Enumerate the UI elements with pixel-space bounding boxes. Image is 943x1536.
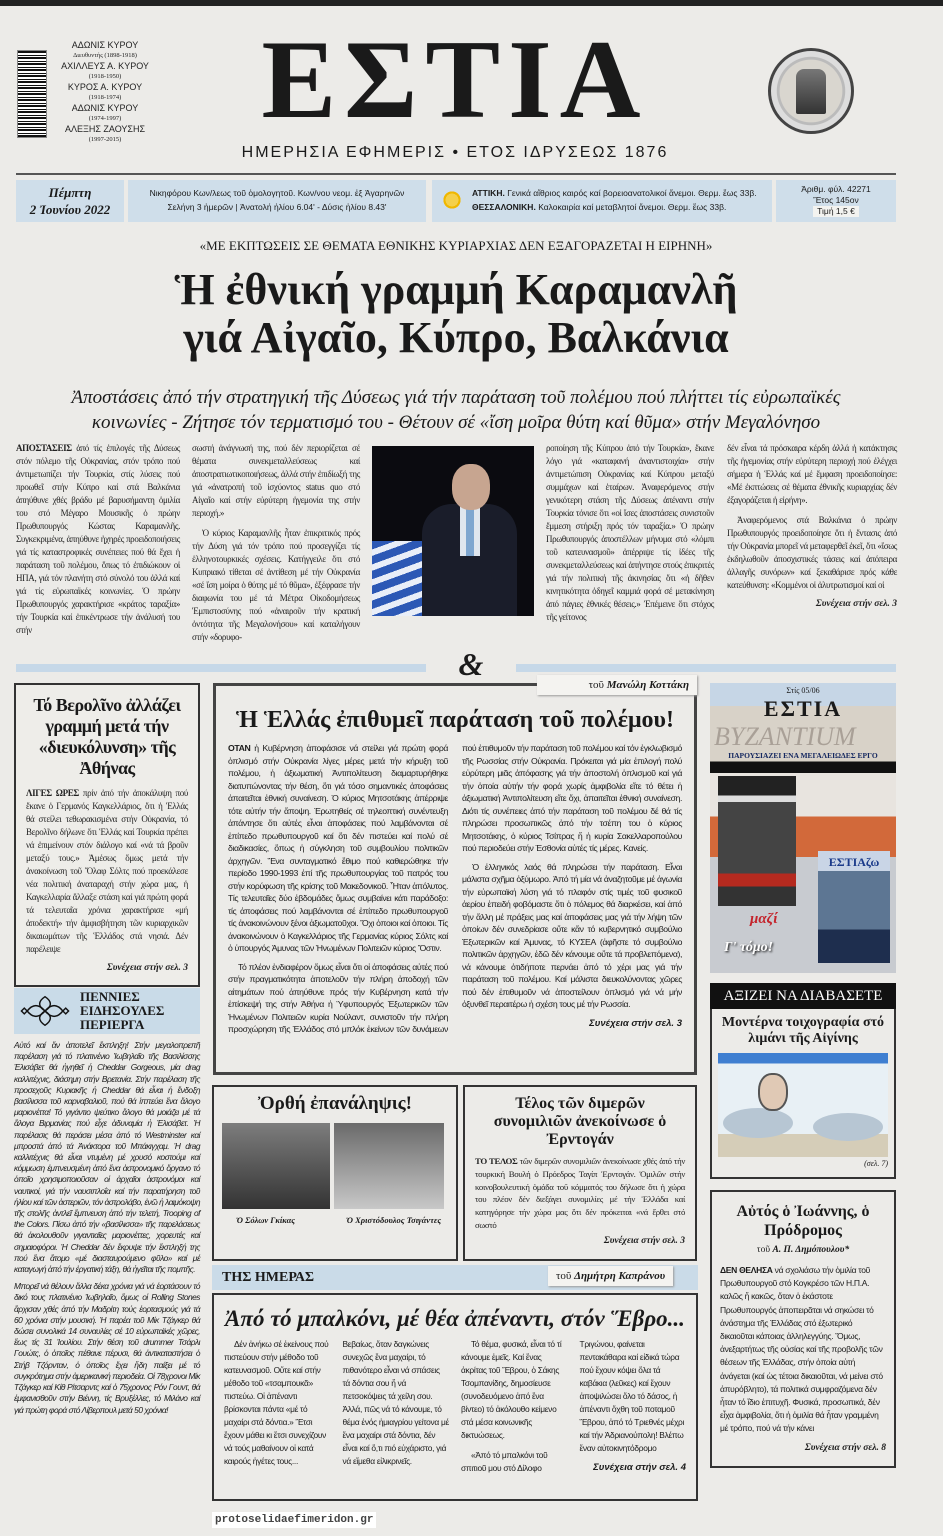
article-title: Αὐτός ὁ Ἰωάννης, ὁ Πρόδρομος — [736, 1203, 870, 1239]
lead-word: ΛΙΓΕΣ ΩΡΕΣ — [26, 788, 79, 798]
ad-together: μαζί — [750, 911, 778, 927]
mural-face — [758, 1073, 788, 1111]
byline — [548, 1266, 673, 1286]
pennies-header — [14, 988, 200, 1034]
article-body — [228, 742, 682, 1036]
headline-line: γιά Αἰγαῖο, Κύπρο, Βαλκάνια — [183, 313, 729, 362]
continued-link[interactable]: Συνέχεια στήν σελ. 8 — [804, 1442, 886, 1453]
article-body — [720, 1264, 886, 1436]
lead-column-4 — [727, 442, 897, 611]
weather-text: Καλοκαιρία καί μεταβλητοί ἄνεμοι. Θερμ. ἕως 33β. — [538, 202, 727, 212]
author: Α. Π. Δημόπουλου* — [772, 1245, 850, 1255]
issue-number: Ἀριθμ. φύλ. 42271 — [801, 184, 871, 194]
lead-column-2 — [192, 442, 360, 644]
article-body — [224, 1338, 686, 1475]
headline-line: Ἡ ἐθνική γραμμή Καραμανλῆ — [174, 265, 738, 314]
byline — [537, 675, 697, 695]
article-text: Ὁ ἑλληνικός λαός θά πληρώσει τήν παράταση. Εἶναι μάλιστα σχῆμα ὀξύμωρο. Ἀπό τή μία νά ἀναζητοῦμε μέ ἀγωνία τήν εὐρωπαϊκή λύση γιά τό πλαφόν στίς τιμές τοῦ φυσικοῦ ἀερίου ἐπειδή φοβόμαστε ὅτι ὁ πόλεμος θά διαρκέσει, καί ἀπό τήν ἄλλη μέ πράξεις μας καί ἀποφάσεις μας γιά τήν λήψη τῶν ὁποίων δέν συνεδρίασε οὔτε κἄν τό κυβερνητικό συμβούλιο Ἐξωτερικῶν καί Ἀμυνας, τό ΚΥΣΕΑ (ἀφῆστε τό συμβούλιο πολιτικῶν ἀρχηγῶν, ἐδῶ δέν κάνουμε οὔτε τά προβλεπόμενα), νά κάνουμε ὁτιδήποτε περνάει ἀπό τό χέρι μας γιά τήν παράταση τοῦ πολέμου. Καί μάλιστα διευκολύνοντας χῶρες πού δέν ἐπιθυμοῦν νά ἀποστείλουν ὁπλισμό γιά νά μήν ὀξυνθεῖ περαιτέρω ἡ σχέση τους μέ τήν Ρωσσία. — [462, 861, 682, 1009]
karamanlis-photo — [372, 446, 534, 616]
news-item: Αὐτό καί ἄν ἀποτελεῖ ἔκπληξη! Στήν μεγαλοπρεπῆ παρέλαση γιά τό πλατινένιο Ἰωβηλαῖο τῆς Βασιλίσσης Ἐλισάβετ θά ἡγηθεῖ ἡ Cheddar Gorgeous, μία drag καλλιτέχνις, διάσημη στήν Βρετανία. Στήν παρέλαση τῆς προσεχοῦς Κυριακῆς ἡ Cheddar θά εἶναι ἡ ἔνδοξη βασίλισσα τοῦ καρναβαλιοῦ, πού θά ἱππεύει ἕνα ἄλογο μαριονέττα! Τό γιγάντιο ψεύτικο ἄλογο θά μοιάζει μέ τά ἄλογα Βιρμανίας πού εἶχε ἀδυναμία ἡ Ἐλισάβετ. Ἡ παρέλασις θά περάσει μέσα ἀπό τό Westminster καί μπροστά ἀπό τά Ἀνάκτορα τοῦ Μπάκιγχαμ. Ἡ drag καλλιτέχνις θά εἶναι ντυμένη μέ χρυσό κοστούμι καί κόμμωση ἐμπνευσμένη ἀπό ἕνα ἀστρονομικό ὄργανο τό ὁποῖο χρησιμοποιοῦσαν οἱ ἀρχαῖοι ἀστρονόμοι καί ναυτικοί, γιά τήν ναυσιπλοΐα καί τήν παρατήρηση τοῦ ἡλίου καί τῶν ἀστεριῶν, τόν ἀστρολάβο, ἐνῶ ἡ λαιμόκοψη τῆς στολῆς ἀντλεῖ ἔμπνευση ἀπό τήν τελετή, Trooping of the Colors. Πίσω ἀπό τήν «βασίλισσα» τῆς παρελάσεως θά ἀκολουθοῦν γιγαντιαῖες μαριονέττες, χορευτές καί σημαιοφόροι. Ἡ Cheddar δέν ἔκρυψε τήν ἔκπληξή της πού ἕνα ἄτομο «μέ διασταυρούμενο φῦλο» καί μέ καταγωγή ἀπό τήν ἐργατική τάξη, θά ἡγεῖται τῆς πομπῆς. — [14, 1040, 200, 1275]
lead-deck — [16, 385, 896, 435]
top-border — [0, 0, 943, 6]
lead-word: ΟΤΑΝ — [228, 743, 251, 753]
book-cover — [718, 776, 796, 906]
imeras-article — [212, 1293, 698, 1501]
section-title: ΤΗΣ ΗΜΕΡΑΣ — [222, 1270, 315, 1285]
divider-bar — [516, 664, 896, 672]
book-logo: ΕΣΤΙΑζω — [828, 855, 880, 869]
weather-region: ΑΤΤΙΚΗ. — [472, 188, 505, 198]
sun-times: Σελήνη 3 ἡμερῶν | Ἀνατολή ἡλίου 6.04' - Δύσις ἡλίου 8.43' — [167, 202, 387, 212]
article-text: νά σχολιάσω τήν ὁμιλία τοῦ Πρωθυπουργοῦ στό Κογκρέσο τῶν Η.Π.Α. καλῶς ἤ κακῶς, ὅταν ὁ ἑκάστοτε Πρωθυπουργός ἀποπειρᾶται νά σηκώσει τό ἀνάστημα τῆς Ἑλλάδας στό ἐξωτερικό δικαιοῦται κάποιας ἀλληλεγγύης. Ὅμως, ἀνεξαρτήτως τῆς οὐσίας καί τῆς προβολῆς τῶν θέσεων τῆς Ἑλλάδας, στήν ὁποία αὐτή ἀνάγεται (καί ὡς τέτοια δικαιοῦται, νά μείνει στό ἀπυρόβλητο), τά πολιτικά συμφραζόμενα δέν ἦταν τό ἴδιο ἐπιτυχῆ. Φυσικά, προσωπικά, δέν εἶχα ἀμφιβολία, ὅτι ἡ ὁμιλία θά ἦταν γραμμένη μέ τρόπο, πού νά τήν κάνει — [720, 1265, 883, 1434]
credit-years: Διευθυντής (1898-1918) — [73, 51, 137, 59]
credit-name: ΑΔΩΝΙΣ ΚΥΡΟΥ — [71, 103, 139, 113]
portrait-photo — [222, 1123, 330, 1209]
author: Μανώλη Κοττάκη — [606, 679, 689, 691]
article-title: Ὀρθή ἐπανάληψις! — [258, 1093, 412, 1114]
seal-figure-icon — [796, 69, 826, 114]
lead-headline — [16, 266, 896, 362]
deck-line: κοινωνίες - Ζήτησε τόν τερματισμό του - Θέτουν σέ «ἴση μοῖρα θύτη καί θῦμα» στήν Μεγαλόνησο — [91, 412, 821, 433]
ioannis-article — [710, 1190, 896, 1468]
article-text: Τό θέμα, φυσικά, εἶναι τό τί κάνουμε ἐμεῖς. Καί ἕνας ἀκρίτας τοῦ Ἕβρου, ὁ Σάκης Τσομπανίδης, δημοσίευσε (συνοδευόμενο ἀπό ἕνα βίντεο) τό ἀκόλουθο κείμενο στά μέσα κοινωνικῆς δικτυώσεως. — [461, 1339, 562, 1440]
divider-bar — [16, 664, 426, 672]
credit-name: ΑΔΩΝΙΣ ΚΥΡΟΥ — [71, 40, 139, 50]
article-title: Τό Βερολῖνο ἀλλάζει γραμμή μετά τήν «διευκόλυνση» τῆς Ἀθήνας — [33, 695, 181, 778]
article-text: Ὁ κύριος Καραμανλῆς ἦταν ἐπικριτικός πρός τήν Δύση γιά τόν τρόπο πού προσεγγίζει τίς ἑλληνοτουρκικές σχέσεις. Κατήγγειλε ὅτι στό Κυπριακό τίθεται σέ ἀντίθεση μέ τήν Οὐκρανία «σέ ἴση μοίρα ὁ θύτης μέ τό θῦμα», ἐξέφρασε τήν διαφωνία του μέ τά Μέτρα Οἰκοδομήσεως Ἐμπιστοσύνης πού «ἀναιροῦν τήν κρατική ὀντότητα τῆς Μεγαλονήσου» καί καταλήγουν στήν «δορυφο- — [192, 528, 360, 642]
section-title-line: ΠΕΡΙΕΡΓΑ — [80, 1017, 145, 1032]
article-title: Ἀπό τό μπαλκόνι, μέ θέα ἀπέναντι, στόν Ἕβρο... — [225, 1306, 685, 1331]
portrait-photo — [334, 1123, 444, 1209]
weather-region: ΘΕΣΣΑΛΟΝΙΚΗ. — [472, 202, 536, 212]
date-box — [16, 180, 124, 222]
article-title: Ἡ Ἑλλάς ἐπιθυμεῖ παράταση τοῦ πολέμου! — [235, 707, 675, 733]
pennies-column — [14, 1040, 200, 1422]
author: Δημήτρη Καπράνου — [574, 1270, 666, 1282]
photo-caption: Ὁ Χριστόδουλος Τσιγάντες — [346, 1215, 442, 1225]
ad-bg-word: BYZANTIUM — [714, 722, 856, 751]
byline — [720, 1244, 886, 1256]
article-text: ἡ Κυβέρνηση ἀποφάσισε νά στείλει γιά πρώτη φορά ὁπλισμό στήν Οὐκρανία λίγες μέρες μετά τήν κήρυξη τοῦ πολέμου, ἡ ἀξιωματική Ἀντιπολίτευση διαμαρτυρήθηκε διατυπώνοντας τήν θέση, ὅτι γιά τόσο σημαντικές ἀποφάσεις ἀπαιτεῖται ἐθνική συναίνεση. Ὁ κύριος Μητσοτάκης ἀπέρριψε τότε αὐτήν τήν ἄποψη. Ἐρωτηθείς σέ τηλεοπτική συνέντευξη ἀπάντησε ὅτι αὐτές εἶναι ἀποφάσεις πού λαμβάνονται σέ ἐπίπεδο πρωθυπουργοῦ καί ὅτι δέν πιστεύει καί πολύ σέ διαδικασίες, ὅπως ἡ σύγκληση τοῦ συμβουλίου πολιτικῶν ἀρχηγῶν. Ἕνα συνταγματικό ἔθιμο πού καθιερώθηκε τήν περίοδο 1990-1993 ἐπί τῆς πρωθυπουργίας τοῦ πατρός του στήν κορύφωση τῆς κρίσης τοῦ Μακεδονικοῦ. Ἦταν ἀπόλυτος. Τίς τελευταῖες δύο ἑβδομάδες ὅμως συμβαίνει κάτι παράδοξο: τίς ἀποφάσεις πού λαμβάνονται σέ ἐπίπεδο πρωθυπουργοῦ τίς ἀνακοινώνουν ξένοι ἀξιωματοῦχοι. Ὄχι ὁποιοι καί ὁποιοι. Τίς ἀνακοινώνουν ὁ Καγκελλάριος τῆς Γερμανίας κύριος Σόλτς καί ὁ ὑπουργός Ἀμυνας τῶν Ἡνωμένων Πολιτειῶν κύριος Ὄστιν. — [228, 743, 448, 953]
section-title-line: ΠΕΝΝΙΕΣ — [80, 989, 140, 1004]
article-text: «Ἀπό τό μπαλκόνι τοῦ σπιτιοῦ μου στό Δίλοφο Τριγώνου, φαίνεται πεντακάθαρα καί εἰδικά τώρα πού ἔχουν κόψει ὅλα τά καβάκια (λεῦκες) καί ἔχουν ἀποψιλώσει ὅλο τό δάσος, ἡ ἀπέναντι ὄχθη τοῦ ποταμοῦ Ἕβρου, ἀπό τό Τριεθνές μέχρι καί τήν Ἀδριανούπολη! Βλέπω ἕναν αὐτοκινητόδρομο — [461, 1339, 685, 1473]
ad-date: Στίς 05/06 — [786, 686, 820, 695]
credit-years: (1918-1950) — [88, 72, 122, 80]
byzantium-ad[interactable] — [710, 683, 896, 973]
lead-column-1 — [16, 442, 180, 637]
lead-word: ΑΠΟΣΤΑΣΕΙΣ — [16, 443, 72, 453]
continued-link[interactable]: Συνέχεια στήν σελ. 4 — [593, 1462, 686, 1473]
kottakis-article — [213, 683, 697, 1075]
article-text: δέν εἶναι τά πρόσκαιρα κέρδη ἀλλά ἡ κατάκτησις τῆς ἡγεμονίας στήν εὐρύτερη περιοχή πού ἐλέγχει σήμερα ἡ Ἑλλάς καί μέ ἔμφαση προειδοποίησε: «Μέ ἐκπτώσεις σέ θέματα ἐθνικῆς κυριαρχίας δέν ἐξαγοράζεται ἡ εἰρήνη». — [727, 443, 897, 505]
credit-years: (1974-1997) — [88, 114, 122, 122]
price: Τιμή 1,5 € — [813, 206, 859, 217]
article-text: Τό πλέον ἐνδιαφέρον ὅμως εἶναι ὅτι οἱ ἀποφάσεις αὐτές πού στήν πραγματικότητα ἀποτελοῦν τήν πλήρη ἀποδοχή τῶν αἰτημάτων πού ἀπηύθυνε πρός τήν Κυβέρνηση κατά τήν ἐπίσκεψή της στήν Ἀθήνα ἡ Ὑφυπουργός Ἐξωτερικῶν τῶν Ἡνωμένων Πολιτειῶν κυρία Νούλαντ, συνιστοῦν τήν πλήρη προσχώρηση τῆς Ἑλλάδος στό μπλόκ ἐκείνων τῶν δυνάμεων πού ἐπιθυμοῦν τήν παράταση τοῦ πολέμου καί τόν ἐγκλωβισμό τῆς Ρωσσίας στήν Οὐκρανία. Πρόκειται γιά μία ἐπιλογή πολύ εὐρύτερη μιᾶς ἀπόφασης γιά τήν ἀποστολή ὁπλισμοῦ καί γιά τήν ὁποία αὐτήν τήν φορά χωρίς ἀμφιβολία εἴτε τό θέτει ἡ ἀξιωματική Ἀντιπολίτευση εἴτε ὄχι, ἀπαιτεῖται ἐθνική συναίνεση. Διότι τίς συνέπειες ἀπό τήν παράταση τοῦ πολέμου δέ θά τίς πληρώσει προσωπικῶς ἀπό τήν τσέπη του ὁ κύριος Μητσοτάκης, ὁ κύριος Τσίπρας ἤ ἡ κυρία Σακελλαροπούλου πού περιοδεύει στήν Ἐσθονία αὐτές τίς μέρες. Κανείς. — [228, 743, 682, 1034]
issue-box — [776, 180, 896, 222]
ampersand: & — [458, 646, 484, 682]
ad-tagline: ΠΑΡΟΥΣΙΑΖΕΙ ΕΝΑ ΜΕΓΑΛΕΙΩΔΕΣ ΕΡΓΟ — [728, 751, 878, 760]
lead-word: ΤΟ ΤΕΛΟΣ — [475, 1156, 518, 1166]
byline-prefix: τοῦ — [588, 679, 604, 691]
article-text: πρίν ἀπό τήν ἀποκάλυψη πού ἔκανε ὁ Γερμανός Καγκελλάριος, ὅτι ἡ Ἑλλάς θά στείλει τεθωρακισμένα στήν Οὐκρανία, τό Βερολῖνο δήλωνε ὅτι Ἑλλάς καί Τουρκία πρέπει νά ἐπιμείνουν στόν διάλογο καί «νά τά βροῦν μεταξύ τους.» Ἀμέσως ὅμως μετά τήν ἀνακοίνωση τοῦ Ὄλαφ Σόλτς πού προεκάλεσε νέα πολιτική ἀναταραχή στήν χώρα μας, ἡ Καγκελλαρία ἄλλαξε στάση καί γιά πρώτη φορά τά τελευταῖα χρόνια χαρακτήρισε «μή ἀποδεκτή» τήν ἀμφισβήτηση τῶν κυριαρχικῶν δικαιωμάτων τῆς Ἑλλάδος στά νησιά. Δέν παρέλειψε — [26, 788, 188, 954]
credit-years: (1997-2015) — [88, 135, 122, 143]
worth-reading-header: ΑΞΙΖΕΙ ΝΑ ΔΙΑΒΑΣΕΤΕ — [710, 983, 896, 1009]
ad-volume: Γ' τόμο! — [724, 940, 774, 955]
byline-prefix: τοῦ — [756, 1245, 771, 1255]
article-text: Ἀναφερόμενος στά Βαλκάνια ὁ πρώην Πρωθυπουργός προειδοποίησε ὅτι ἡ ἔντασις ἀπό τήν Οὐκρανία μπορεῖ νά μεταφερθεῖ ἐκεῖ, ὅτι «ἴσως ἐκδηλωθοῦν ἀποσχιστικές τάσεις καί ἀπόπειρα ἀλλαγῆς συνόρων» καί ξεκαθάρισε πρός κάθε κατεύθυνση: «Κομμένοι οἱ ἀλυτρωτισμοί καί οἱ — [727, 515, 897, 590]
weather-box — [432, 180, 772, 222]
saints-text: Νικηφόρου Κων/λεως τοῦ ὁμολογητοῦ. Κων/νου νεομ. ἐξ Ἀγαρηνῶν — [149, 188, 405, 198]
article-text: ροποίηση τῆς Κύπρου ἀπό τήν Τουρκία», ἔκανε λόγο γιά «καταφανή ἀναντιστοιχία» στήν ἀντιμετώπιση Οὐκρανίας καί Κύπρου μεταξύ συμμάχων καί ἑταίρων. Ἀναφερόμενος στήν γενικότερη στάση τῆς Δύσεως ἀπέναντι στήν Τουρκία τόνισε ὅτι «οἱ ἴσες ἀποστάσεις συνιστοῦν ἔμμεση στήριξη πρός τόν ταραξία.» Ὁ πρώην Πρωθυπουργός ἀποστέλλων μήνυμα στό «λόμπι τοῦ κατευνασμοῦ» ἀπέρριψε τίς ἰδέες τῆς συνεκμεταλλεύσεως καί ἀπήντησε στούς ἐπικριτές γιά τήν πολιτική τῆς ἀκινησίας ὅτι «ἡ δῆθεν κινητικότητα ὁδηγεῖ καμμιά φορά σέ μετακίνηση ἀπό πάγιες ἐθνικές θέσεις.» Ἐπέμεινε ὅτι στόχος τῆς γείτονος — [546, 443, 714, 622]
worth-reading-box[interactable] — [710, 1009, 896, 1179]
page-ref: (σελ. 7) — [864, 1159, 888, 1168]
credit-name: ΚΥΡΟΣ Α. ΚΥΡΟΥ — [67, 82, 143, 92]
barcode — [17, 50, 47, 138]
photo-head — [452, 464, 490, 510]
continued-link[interactable]: Συνέχεια στήν σελ. 3 — [589, 1017, 682, 1029]
ad-logo: ΕΣΤΙΑ — [763, 696, 843, 721]
seal-emblem — [768, 48, 854, 134]
article-text: τῶν διμερῶν συνομιλιῶν ἀνεκοίνωσε χθές ἀπό τήν τουρκική Βουλή ὁ Πρόεδρος Ταγίπ Ἐρντογάν. Ὁμιλῶν στήν κοινοβουλευτική ὁμάδα τοῦ κόμματός του δήλωσε ὅτι ἡ χώρα του πλέον δέν διεξάγει συνομιλίες μέ τήν Ἑλλάδα καί κατηγόρησε τήν χώρα μας ὅτι δέν πρόκειται «νά ἔρθει στό σωστό — [475, 1156, 685, 1230]
mural-photo — [718, 1053, 888, 1157]
weather-text: Γενικά αἴθριος καιρός καί βορειοανατολικοί ἄνεμοι. Θερμ. ἕως 33β. — [507, 188, 757, 198]
section-title — [80, 990, 164, 1032]
orthi-box — [212, 1085, 458, 1261]
credit-name: ΑΛΕΞΗΣ ΖΑΟΥΣΗΣ — [64, 124, 146, 134]
article-text: ἀπό τίς ἐπιλογές τῆς Δύσεως στόν πόλεμο τῆς Οὐκρανίας, στόν τρόπο πού ἀντιμετωπίζει τήν Τουρκία, στίς λύσεις πού προωθεῖ στήν Κύπρο καί στά Βαλκάνια ἀπηύθυνε χθές βράδυ μέ βαρυσήμαντη ὁμιλία του στό Μέγαρο Μουσικῆς ὁ πρώην Πρωθυπουργός Κώστας Καραμανλῆς. Συγκεκριμένα, ἀπηύθυνε ἠχηρές προειδοποιήσεις γιά τίς καταστροφικές συνέπειες πού θά ἔχει ἡ παράταση τοῦ πολέμου, ὅπως τό ἐπιδιώκουν οἱ ΗΠΑ, γιά τόν πλανήτη στό σύνολό του ἀλλά καί γιά τίς εὐρωπαϊκές κοινωνίες. Ὁ πρώην Πρωθυπουργός χαρακτήρισε «κράτος ταραξία» τήν Τουρκία καί ἐπικέντρωσε τήν ἀνάλυσή του στήν — [16, 443, 181, 635]
newspaper-logo: ΕΣΤΙΑ — [261, 18, 649, 142]
saints-box — [128, 180, 426, 222]
article-text: σωστή ἀνάγνωσή της, πού δέν περιορίζεται σέ θέματα συνεκμεταλλεύσεως καί ἀποστρατιωτικοποιήσεως, ἀλλά στήν ἐπιδίωξή της γιά «ἀνατροπή τοῦ ἰσχύοντος status quo στό Αἰγαῖο καί στήν εὐρύτερη ἡγεμονία της στήν περιοχή.» — [192, 443, 360, 518]
erdogan-article — [463, 1085, 697, 1261]
newspaper-subtitle: ΗΜΕΡΗΣΙΑ ΕΦΗΜΕΡΙΣ • ΕΤΟΣ ΙΔΡΥΣΕΩΣ 1876 — [241, 144, 669, 161]
byline-prefix: τοῦ — [556, 1270, 572, 1282]
article-title: Τέλος τῶν διμερῶν συνομιλιῶν ἀνεκοίνωσε ὁ Ἐρντογάν — [493, 1095, 667, 1148]
founders-list — [60, 40, 150, 145]
article-title: Μοντέρνα τοιχογραφία στό λιμάνι τῆς Αἰγίνης — [721, 1015, 885, 1046]
weekday: Πέμπτη — [48, 185, 92, 200]
berlin-article — [14, 683, 200, 987]
photo-shirt — [460, 506, 480, 556]
divider — [16, 173, 896, 175]
mural-cloud — [813, 1113, 883, 1141]
section-title-line: ΕΙΔΗΣΟΥΛΕΣ — [80, 1003, 165, 1018]
book-cover — [818, 851, 890, 963]
lead-quote: «ΜΕ ΕΚΠΤΩΣΕΙΣ ΣΕ ΘΕΜΑΤΑ ΕΘΝΙΚΗΣ ΚΥΡΙΑΡΧΙΑΣ ΔΕΝ ΕΞΑΓΟΡΑΖΕΤΑΙ Η ΕΙΡΗΝΗ» — [199, 238, 713, 253]
article-text: Δέν ἀνήκω σέ ἐκείνους πού πιστεύουν στήν μέθοδο τοῦ κατευνασμοῦ. Οὔτε καί στήν μέθοδο τοῦ «τσαμπουκᾶ» πιστεύω. Οἱ ἀπέναντι βρίσκονται πάντα «μέ τό μαχαίρι στά δόντια.» Ἔτσι ἔχουν μάθει κι ἔτσι συνεχίζουν νά τούς μαθαίνουν οἱ κατά καιρούς ἡγέτες τους... Βεβαίως, ὅταν δαγκώνεις συνεχῶς ἕνα μαχαίρι, τό πιθανότερο εἶναι νά σπάσεις τά δόντια σου ἤ νά πετσοκόψεις τά χείλη σου. Ἀλλά, πῶς νά τό κάνουμε, τό θέμα ἑνός ἡμιαγρίου γείτονα μέ ἕνα μαχαίρι στά δόντια, δέν εἶναι καί ὅ,τι πιό εὐχάριστο, γιά νά εἴμεθα εἰλικρινεῖς. — [224, 1339, 449, 1466]
deck-line: Ἀποστάσεις ἀπό τήν στρατηγική τῆς Δύσεως γιά τήν παράταση τοῦ πολέμου πού πλήττει τίς εὐρωπαϊκές — [71, 387, 841, 408]
lead-column-3 — [546, 442, 714, 624]
continued-link[interactable]: Συνέχεια στήν σελ. 3 — [815, 599, 897, 609]
date: 2 Ἰουνίου 2022 — [29, 202, 111, 217]
continued-link[interactable]: Συνέχεια στήν σελ. 3 — [106, 963, 188, 973]
lead-word: ΔΕΝ ΘΕΛΗΣΑ — [720, 1265, 773, 1275]
news-item: Μπορεῖ νά θέλουν ἄλλα δέκα χρόνια γιά νά ἑορτάσουν τό δικό τους πλατινένιο Ἰωβηλαῖο, ὅμως οἱ Rolling Stones ἄρχισαν χθές ἀπό τήν Μαδρίτη τούς ἑορτασμούς γιά τά 60 χρόνια στήν μουσική. Ἡ παρέα τοῦ Μίκ Τζάγκερ θά δώσει συνολικά 14 συναυλίες σέ 10 εὐρωπαϊκές χῶρες, ἕως τίς 31 Ἰουλίου. Στήν θέση τοῦ drummer Τσάρλι Γουώτς, ὁ ὁποῖος πέθανε πέρυσι, θά ἀντικαταστήσει ὁ Στήβ Τζόρνταν, ὁ ὁποῖος ἔχει ἤδη παίξει μέ τό συγκρότημα στήν ἀμερικανική περιοδεία. Οἱ 78χρονοι Μίκ Τζάγκερ καί Κίθ Ρίτσαρντς καί ὁ 75χρονος Ρόν Γουντ, θά ἐμφανισθοῦν στήν Βιέννη, τίς Βρυξέλλες, τό Μιλάνο καί γιά πρώτη φορά στό Λίβερπουλ μετά 50 χρόνια! — [14, 1281, 200, 1415]
mural-cloud — [723, 1108, 793, 1138]
photo-caption: Ὁ Σόλων Γκίκας — [236, 1215, 296, 1225]
sun-icon — [442, 190, 462, 210]
ornament-icon — [20, 992, 70, 1030]
credit-name: ΑΧΙΛΛΕΥΣ Α. ΚΥΡΟΥ — [61, 61, 149, 71]
credit-years: (1918-1974) — [88, 93, 122, 101]
issue-year: Ἔτος 145ον — [813, 195, 859, 205]
continued-link[interactable]: Συνέχεια στήν σελ. 3 — [603, 1235, 685, 1246]
watermark: protoselidaefimeridon.gr — [212, 1512, 376, 1528]
